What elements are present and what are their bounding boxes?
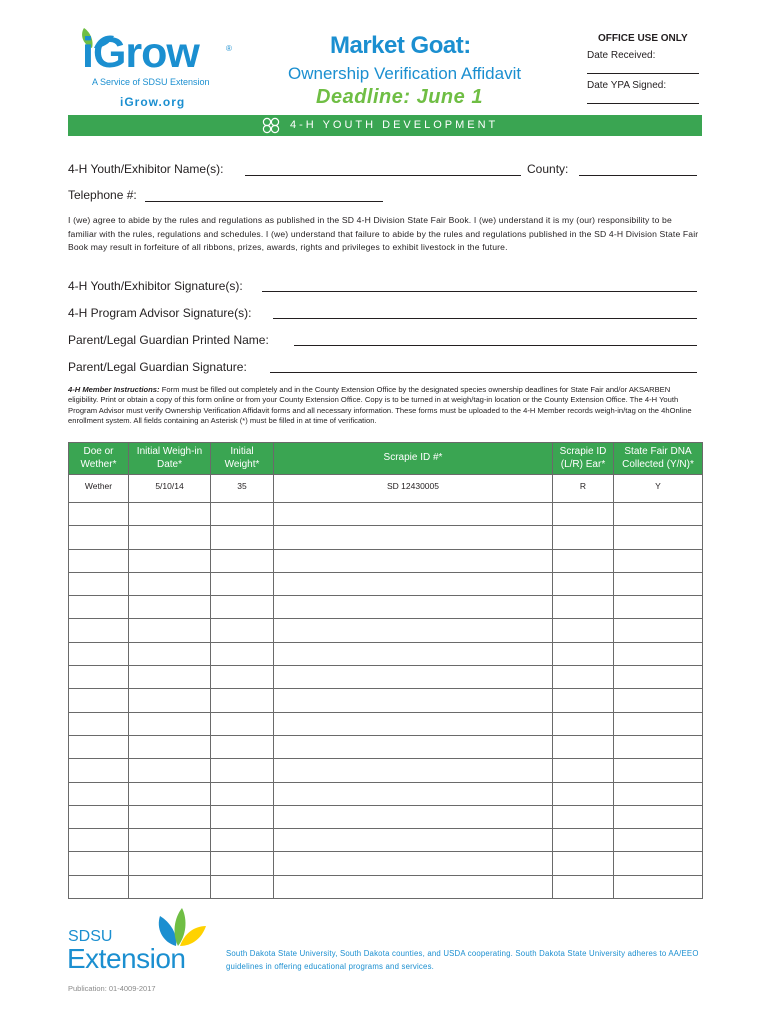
table-row [69, 642, 703, 665]
exhibitor-signature-field[interactable] [262, 291, 697, 292]
col-scrapie-id: Scrapie ID #* [274, 443, 553, 475]
banner-text: 4-H YOUTH DEVELOPMENT [290, 119, 499, 131]
table-row [69, 503, 703, 526]
table-cell[interactable] [614, 875, 703, 898]
table-cell[interactable] [129, 596, 211, 619]
county-field[interactable] [579, 175, 697, 176]
table-cell[interactable] [614, 572, 703, 595]
table-cell[interactable] [614, 526, 703, 549]
table-cell[interactable] [553, 572, 614, 595]
table-cell[interactable] [274, 735, 553, 758]
form-subtitle: Ownership Verification Affidavit [288, 64, 522, 83]
table-cell[interactable] [614, 666, 703, 689]
table-cell[interactable] [69, 572, 129, 595]
table-cell[interactable] [274, 666, 553, 689]
table-cell[interactable]: R [553, 475, 614, 503]
table-row [69, 712, 703, 735]
table-cell[interactable]: Wether [69, 475, 129, 503]
table-cell[interactable] [274, 829, 553, 852]
table-cell[interactable] [129, 782, 211, 805]
table-cell[interactable] [553, 712, 614, 735]
sdsu-extension-logo [68, 906, 218, 976]
instructions-label: 4-H Member Instructions: [68, 385, 160, 394]
guardian-name-label: Parent/Legal Guardian Printed Name: [68, 333, 269, 347]
youth-development-banner [68, 115, 702, 136]
office-use-title: OFFICE USE ONLY [598, 33, 688, 44]
table-cell[interactable] [69, 829, 129, 852]
table-cell[interactable] [129, 735, 211, 758]
table-cell[interactable] [614, 829, 703, 852]
table-cell[interactable] [274, 572, 553, 595]
table-cell[interactable] [614, 642, 703, 665]
table-cell[interactable] [553, 689, 614, 712]
table-cell[interactable] [553, 666, 614, 689]
table-cell[interactable] [69, 712, 129, 735]
col-scrapie-ear: Scrapie ID (L/R) Ear* [553, 443, 614, 475]
agreement-paragraph: I (we) agree to abide by the rules and regulations as published in the SD 4-H Division State Fair Book. I (we) understand it is my (our) responsibility to be familiar with the rules, regulations and schedules. I (we) understand that failure to abide by the rules and regulations published in the SD 4-H Division State Fair Book may result in forfeiture of all ribbons, prizes, awards, rights and privileges to exhibit livestock in the future. [68, 215, 699, 253]
exhibitor-signature-label: 4-H Youth/Exhibitor Signature(s): [68, 279, 243, 293]
publication-number: Publication: 01-4009-2017 [68, 984, 156, 993]
table-cell[interactable]: SD 12430005 [274, 475, 553, 503]
table-cell[interactable] [211, 549, 274, 572]
table-cell[interactable] [211, 572, 274, 595]
telephone-label: Telephone #: [68, 188, 137, 202]
table-cell[interactable] [129, 852, 211, 875]
table-cell[interactable] [211, 619, 274, 642]
guardian-name-field[interactable] [294, 345, 697, 346]
table-cell[interactable] [553, 503, 614, 526]
table-cell[interactable] [274, 852, 553, 875]
date-ypa-label: Date YPA Signed: [587, 80, 667, 91]
footer-statement: South Dakota State University, South Dakota counties, and USDA cooperating. South Dakota State University adheres to AA/EEO guidelines in offering educational programs and services. [226, 949, 699, 971]
table-cell[interactable] [69, 805, 129, 828]
col-initial-weight: Initial Weight* [211, 443, 274, 475]
table-cell[interactable] [211, 875, 274, 898]
table-cell[interactable] [129, 666, 211, 689]
table-cell[interactable] [129, 759, 211, 782]
table-cell[interactable] [553, 596, 614, 619]
table-cell[interactable] [614, 712, 703, 735]
date-ypa-field[interactable] [587, 103, 699, 104]
table-cell[interactable] [129, 503, 211, 526]
table-cell[interactable] [553, 829, 614, 852]
table-cell[interactable] [69, 782, 129, 805]
clover-icon [262, 117, 280, 134]
table-row [69, 805, 703, 828]
table-cell[interactable] [129, 572, 211, 595]
sdsu-leaves-icon [148, 906, 210, 948]
table-cell[interactable] [211, 759, 274, 782]
table-cell[interactable] [211, 782, 274, 805]
guardian-signature-field[interactable] [270, 372, 697, 373]
table-cell[interactable] [69, 689, 129, 712]
table-cell[interactable] [614, 805, 703, 828]
table-cell[interactable] [69, 735, 129, 758]
table-cell[interactable] [69, 852, 129, 875]
animal-table [68, 442, 702, 899]
table-cell[interactable] [69, 526, 129, 549]
logo-url: iGrow.org [120, 95, 186, 109]
col-doe-wether: Doe or Wether* [69, 443, 129, 475]
member-instructions [68, 385, 702, 427]
table-cell[interactable] [129, 712, 211, 735]
table-cell[interactable] [211, 829, 274, 852]
table-cell[interactable] [274, 526, 553, 549]
table-row [69, 666, 703, 689]
table-row [69, 875, 703, 898]
table-cell[interactable] [69, 549, 129, 572]
extension-text: Extension [67, 943, 186, 974]
logo-tagline: A Service of SDSU Extension [92, 77, 210, 87]
table-cell[interactable] [211, 642, 274, 665]
table-cell[interactable] [274, 642, 553, 665]
table-row [69, 526, 703, 549]
table-cell[interactable] [69, 759, 129, 782]
table-row [69, 759, 703, 782]
table-cell[interactable] [553, 735, 614, 758]
table-cell[interactable] [614, 852, 703, 875]
table-row [69, 689, 703, 712]
table-cell[interactable] [614, 619, 703, 642]
table-cell[interactable] [211, 503, 274, 526]
sdsu-text: SDSU [68, 928, 113, 945]
guardian-signature-label: Parent/Legal Guardian Signature: [68, 360, 247, 374]
table-cell[interactable] [553, 526, 614, 549]
date-received-field[interactable] [587, 73, 699, 74]
table-cell[interactable] [274, 712, 553, 735]
table-cell[interactable] [129, 549, 211, 572]
col-dna-collected: State Fair DNA Collected (Y/N)* [614, 443, 703, 475]
igrow-logo-text: iGrow [82, 29, 199, 77]
table-cell[interactable] [614, 503, 703, 526]
table-cell[interactable] [614, 549, 703, 572]
table-cell[interactable] [274, 549, 553, 572]
table-cell[interactable] [553, 549, 614, 572]
table-cell[interactable] [553, 619, 614, 642]
table-row [69, 735, 703, 758]
table-cell[interactable] [274, 503, 553, 526]
table-row [69, 475, 703, 503]
table-cell[interactable] [614, 759, 703, 782]
table-row [69, 782, 703, 805]
table-cell[interactable]: 5/10/14 [129, 475, 211, 503]
telephone-field[interactable] [145, 201, 383, 202]
table-cell[interactable] [553, 642, 614, 665]
county-label: County: [527, 162, 569, 176]
exhibitor-names-field[interactable] [245, 175, 521, 176]
table-cell[interactable] [69, 596, 129, 619]
table-row [69, 549, 703, 572]
table-cell[interactable] [129, 619, 211, 642]
form-title: Market Goat: [330, 32, 471, 59]
table-cell[interactable] [553, 805, 614, 828]
table-cell[interactable] [69, 503, 129, 526]
table-row [69, 619, 703, 642]
table-cell[interactable] [614, 596, 703, 619]
table-cell[interactable] [553, 852, 614, 875]
table-cell[interactable] [129, 875, 211, 898]
table-cell[interactable] [211, 689, 274, 712]
instructions-text: Form must be filled out completely and in the County Extension Office by the designated species ownership deadlines for State Fair and/or AKSARBEN eligibility. Print or obtain a copy of this form online or from your County Extension Office. Copy is to be turned in at weigh/tag-in location or the County Extension Office. The 4-H Youth Program Advisor must verify Ownership Verification Affidavit forms and all necessary information. These forms must be uploaded to the 4-H Member records weigh-in/tag on the 4hOnline enrollment system. All fields containing an Asterisk (*) must be filled in at time of verification. [68, 385, 692, 426]
registered-mark: ® [226, 44, 232, 53]
table-cell[interactable]: Y [614, 475, 703, 503]
table-cell[interactable] [211, 805, 274, 828]
table-cell[interactable] [69, 642, 129, 665]
table-cell[interactable] [129, 689, 211, 712]
table-cell[interactable] [211, 526, 274, 549]
table-row [69, 572, 703, 595]
table-cell[interactable] [69, 666, 129, 689]
col-weigh-in-date: Initial Weigh-in Date* [129, 443, 211, 475]
table-cell[interactable] [274, 805, 553, 828]
table-cell[interactable]: 35 [211, 475, 274, 503]
table-cell[interactable] [614, 735, 703, 758]
table-cell[interactable] [274, 619, 553, 642]
table-cell[interactable] [211, 596, 274, 619]
table-cell[interactable] [211, 712, 274, 735]
table-row [69, 596, 703, 619]
table-cell[interactable] [129, 829, 211, 852]
advisor-signature-field[interactable] [273, 318, 697, 319]
table-cell[interactable] [553, 759, 614, 782]
table-cell[interactable] [274, 782, 553, 805]
table-cell[interactable] [274, 759, 553, 782]
table-cell[interactable] [129, 642, 211, 665]
table-cell[interactable] [553, 782, 614, 805]
table-cell[interactable] [129, 805, 211, 828]
igrow-logo [70, 22, 260, 112]
exhibitor-names-label: 4-H Youth/Exhibitor Name(s): [68, 162, 224, 176]
table-cell[interactable] [69, 875, 129, 898]
table-cell[interactable] [211, 666, 274, 689]
table-header-row [69, 443, 703, 475]
table-cell[interactable] [211, 735, 274, 758]
table-cell[interactable] [129, 526, 211, 549]
table-row [69, 829, 703, 852]
table-cell[interactable] [274, 875, 553, 898]
table-cell[interactable] [69, 619, 129, 642]
table-cell[interactable] [553, 875, 614, 898]
table-cell[interactable] [614, 689, 703, 712]
table-cell[interactable] [274, 596, 553, 619]
deadline-text: Deadline: June 1 [316, 86, 483, 108]
advisor-signature-label: 4-H Program Advisor Signature(s): [68, 306, 252, 320]
table-row [69, 852, 703, 875]
date-received-label: Date Received: [587, 50, 656, 61]
table-cell[interactable] [211, 852, 274, 875]
table-cell[interactable] [274, 689, 553, 712]
table-cell[interactable] [614, 782, 703, 805]
